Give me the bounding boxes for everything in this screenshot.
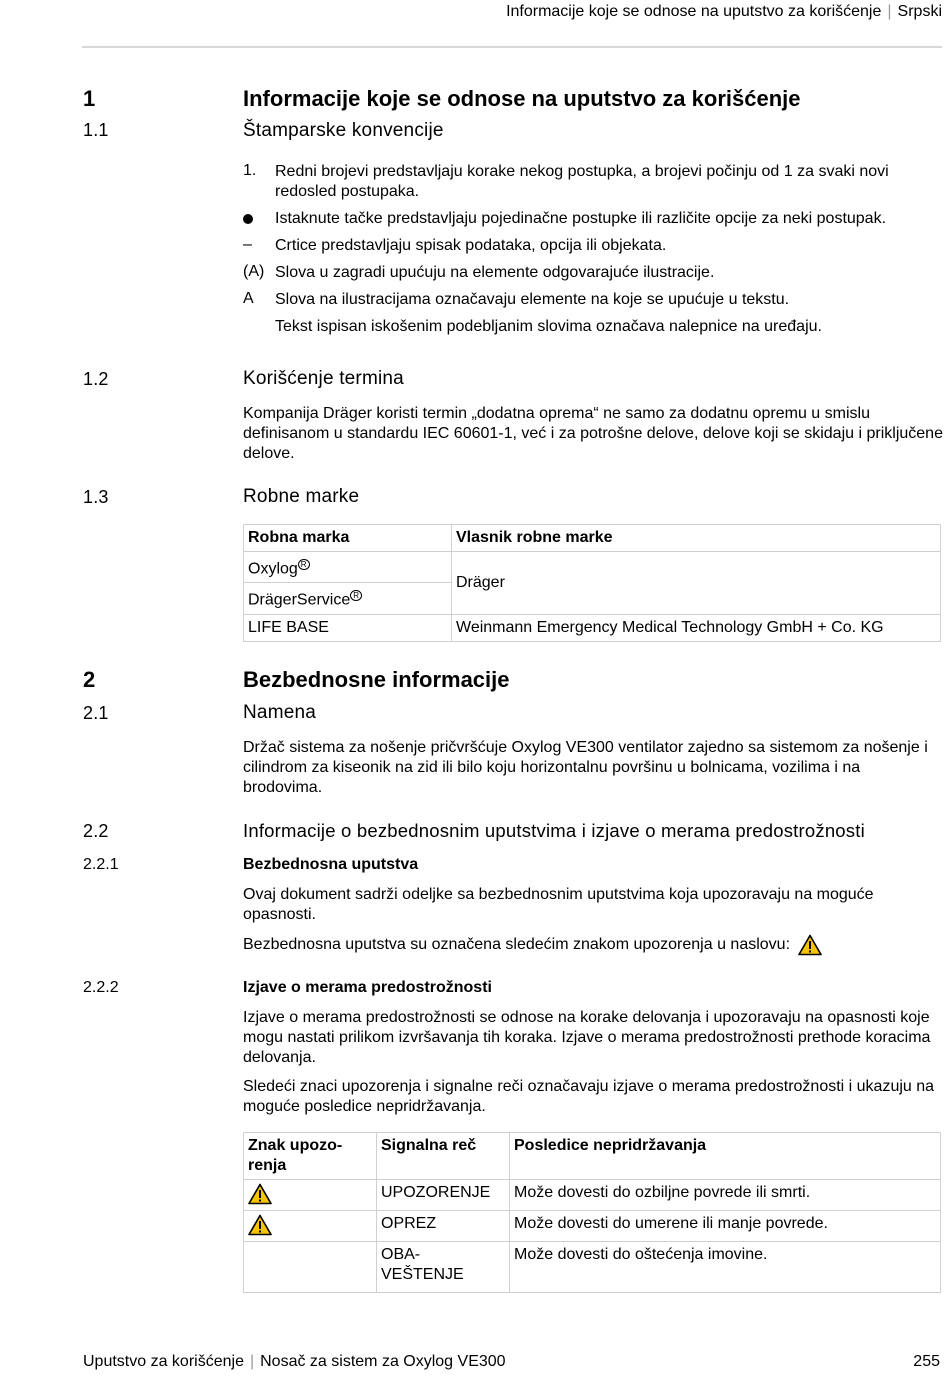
- section-2-number: 2: [83, 667, 96, 692]
- list-marker-number: 1.: [243, 162, 257, 179]
- section-1-2-title: Korišćenje termina: [243, 368, 404, 389]
- table-header-cell: Posledice nepridržavanja: [510, 1133, 941, 1180]
- warning-triangle-icon: [798, 934, 822, 956]
- list-item-text: Slova u zagradi upućuju na elemente odgovarajuće ilustracije.: [275, 264, 715, 281]
- table-row: [244, 1211, 941, 1242]
- section-1-3-title: Robne marke: [243, 486, 360, 507]
- list-marker-letter-paren: (A): [243, 263, 265, 280]
- section-2-2-title: Informacije o bezbednosnim uputstvima i izjave o merama predostrožnosti: [243, 820, 865, 841]
- registered-mark: R: [298, 559, 310, 570]
- table-header-row: [244, 1133, 941, 1180]
- section-2-2-1-number: 2.2.1: [83, 856, 119, 873]
- table-header-cell: Signalna reč: [377, 1133, 510, 1180]
- section-1-2-number: 1.2: [83, 369, 109, 389]
- warning-triangle-icon: [248, 1214, 272, 1236]
- section-2-1-title: Namena: [243, 702, 317, 723]
- section-2-2-2-number: 2.2.2: [83, 979, 119, 996]
- section-2-1-number: 2.1: [83, 703, 109, 723]
- table-row: [244, 552, 941, 583]
- header-rule: [82, 46, 942, 48]
- footer-doc-type: Uputstvo za korišćenje: [83, 1353, 244, 1370]
- consequence-cell: Može dovesti do ozbiljne povrede ili smrti.: [510, 1180, 941, 1211]
- trademark-table: [243, 524, 941, 642]
- header-title: Informacije koje se odnose na uputstvo za korišćenje: [506, 3, 882, 20]
- list-item-text: Crtice predstavljaju spisak podataka, opcija ili objekata.: [275, 237, 667, 254]
- list-item-text: Istaknute tačke predstavljaju pojedinačne postupke ili različite opcije za neki postupak.: [275, 210, 887, 227]
- consequence-cell: Može dovesti do umerene ili manje povrede.: [510, 1211, 941, 1242]
- header-separator: |: [887, 3, 892, 20]
- page-header: [506, 3, 942, 21]
- warning-sign-sentence: Bezbednosna uputstva su označena sledećim znakom upozorenja u naslovu:: [243, 936, 791, 954]
- section-2-2-1-text: Ovaj dokument sadrži odeljke sa bezbednosnim uputstvima koja upozoravaju na moguće opasnosti.: [243, 886, 874, 923]
- footer-product: Nosač za sistem za Oxylog VE300: [260, 1353, 506, 1370]
- owner-cell: Weinmann Emergency Medical Technology GmbH + Co. KG: [452, 614, 941, 641]
- trademark-cell: [244, 552, 452, 583]
- section-2-title: Bezbednosne informacije: [243, 667, 510, 692]
- warning-sign-cell: [244, 1242, 377, 1293]
- section-2-2-2-text: Izjave o merama predostrožnosti se odnose na korake delovanja i upozoravaju na opasnosti koje mogu nastati prilikom izvršavanja tih koraka. Izjave o merama predostrožnosti prethode koracima delovanja.: [243, 1009, 931, 1066]
- section-1-3-number: 1.3: [83, 487, 109, 507]
- list-marker-dash: –: [243, 236, 252, 253]
- table-header-cell: Vlasnik robne marke: [452, 525, 941, 552]
- signal-word-cell: OBA- VEŠTENJE: [377, 1242, 510, 1293]
- section-1-1-title: Štamparske konvencije: [243, 120, 444, 141]
- registered-mark: R: [350, 590, 362, 601]
- section-2-1-text: Držač sistema za nošenje pričvršćuje Oxylog VE300 ventilator zajedno sa sistemom za nošenje i cilindrom za kiseonik na zid ili bilo koju horizontalnu površinu u bolnicama, vozilima i na brodovima.: [243, 739, 928, 796]
- header-language: Srpski: [897, 3, 942, 20]
- list-item-text: Redni brojevi predstavljaju korake nekog postupka, a brojevi počinju od 1 za svaki novi redosled postupaka.: [275, 163, 889, 200]
- warning-sign-cell: [244, 1211, 377, 1242]
- section-2-2-number: 2.2: [83, 821, 109, 841]
- table-header-cell: Robna marka: [244, 525, 452, 552]
- table-row: [244, 1242, 941, 1293]
- section-1-title: Informacije koje se odnose na uputstvo za korišćenje: [243, 86, 801, 111]
- page-number: 255: [913, 1353, 940, 1370]
- trademark-name: DrägerService: [248, 591, 351, 609]
- trademark-name: Oxylog: [248, 560, 298, 578]
- list-item-text: Tekst ispisan iskošenim podebljanim slovima označava nalepnice na uređaju.: [275, 318, 822, 335]
- list-item-text: Slova na ilustracijama označavaju elemente na koje se upućuje u tekstu.: [275, 291, 790, 308]
- table-row: [244, 614, 941, 641]
- trademark-cell: [244, 583, 452, 614]
- list-marker-letter: A: [243, 290, 254, 307]
- table-header-row: [244, 525, 941, 552]
- warning-sign-cell: [244, 1180, 377, 1211]
- table-row: [244, 1180, 941, 1211]
- section-1-number: 1: [83, 86, 96, 111]
- section-2-2-1-text-2: [243, 934, 943, 956]
- footer-separator: |: [249, 1353, 255, 1370]
- page-footer: [83, 1353, 506, 1371]
- signal-word-cell: OPREZ: [377, 1211, 510, 1242]
- section-2-2-2-text-2: Sledeći znaci upozorenja i signalne reči označavaju izjave o merama predostrožnosti i ukazuju na moguće posledice nepridržavanja.: [243, 1078, 935, 1115]
- bullet-marker: [243, 209, 253, 229]
- signal-word-table: [243, 1132, 941, 1293]
- trademark-cell: LIFE BASE: [244, 614, 452, 641]
- section-1-1-number: 1.1: [83, 120, 109, 140]
- section-1-2-text: Kompanija Dräger koristi termin „dodatna oprema“ ne samo za dodatnu opremu u smislu definisanom u standardu IEC 60601-1, već i za potrošne delove, delove koji se skidaju i priključene delove.: [243, 405, 943, 462]
- consequence-cell: Može dovesti do oštećenja imovine.: [510, 1242, 941, 1293]
- warning-triangle-icon: [248, 1183, 272, 1205]
- owner-cell: Dräger: [452, 552, 941, 615]
- section-2-2-2-title: Izjave o merama predostrožnosti: [243, 979, 492, 996]
- bullet-dot-icon: [243, 214, 253, 224]
- table-header-cell: Znak upozo- renja: [244, 1133, 377, 1180]
- signal-word-cell: UPOZORENJE: [377, 1180, 510, 1211]
- section-2-2-1-title: Bezbednosna uputstva: [243, 856, 419, 873]
